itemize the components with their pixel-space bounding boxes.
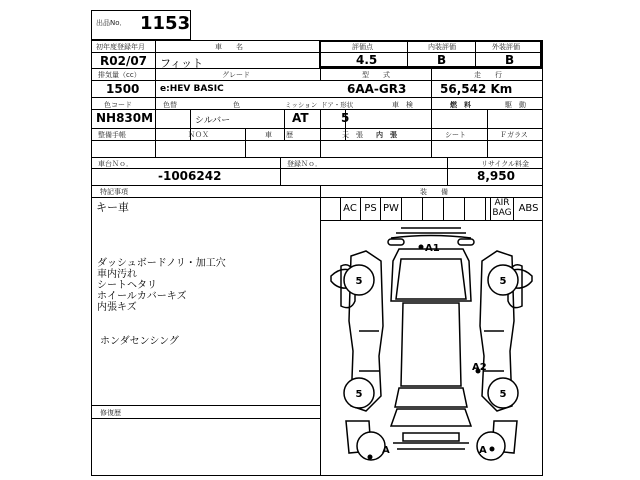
v-line <box>155 128 156 157</box>
displacement-label: 排気量（cc） <box>98 71 141 79</box>
recycle-fee-value: 8,950 <box>477 169 515 183</box>
rear-bumper-outline <box>391 409 471 426</box>
h-line <box>91 80 543 81</box>
chassis-number-label: 車台Ｎｏ． <box>98 160 133 168</box>
damage-dot <box>419 245 424 250</box>
car-name-value: フィット <box>160 57 204 70</box>
mark-right-rear: A2 <box>472 362 487 373</box>
equipment-grid <box>320 197 543 220</box>
rear-window-outline <box>395 388 467 407</box>
model-code-value: 6AA-GR3 <box>347 82 407 96</box>
note-line: シートヘタリ <box>97 280 157 291</box>
equipment-pw: PW <box>381 197 402 220</box>
h-line <box>91 140 543 141</box>
equipment-header: 装 備 <box>420 188 448 196</box>
color-label: 色 <box>233 101 240 109</box>
hood-outline <box>391 249 471 301</box>
color-change-label: 色替 <box>163 101 177 109</box>
right-door-line <box>484 331 504 371</box>
note-line: 車内汚れ <box>97 269 137 280</box>
recycle-fee-label: リサイクル料金 <box>481 160 530 168</box>
car-damage-diagram <box>321 221 542 475</box>
wheel-rr-grade: 5 <box>499 389 507 400</box>
score-value: 4.5 <box>356 53 378 67</box>
nox-label: ＮＯＸ <box>188 131 209 139</box>
roof-outline <box>401 303 461 386</box>
h-line <box>91 405 320 406</box>
doors-value: 5 <box>341 111 350 125</box>
left-door-line <box>359 331 379 371</box>
chassis-number-value: -1006242 <box>158 169 222 183</box>
windshield-outline <box>396 259 466 299</box>
v-line <box>280 157 281 185</box>
displacement-value: 1500 <box>106 82 140 96</box>
rear-plate <box>403 433 459 441</box>
interior-panel-label: 内 張 <box>376 131 397 139</box>
mark-bottom-left: A <box>382 445 390 456</box>
notes-header: 特記事項 <box>100 188 128 196</box>
v-line <box>447 157 448 185</box>
grade-label: グレード <box>222 71 250 79</box>
wheel-fl-grade: 5 <box>355 276 363 287</box>
maintenance-record-label: 整備手帳 <box>98 131 126 139</box>
equipment-cell <box>402 197 423 220</box>
v-line <box>431 128 432 157</box>
model-code-label: 型 式 <box>362 71 390 79</box>
note-line: ホイールカバーキズ <box>97 291 187 302</box>
front-grille-left <box>388 239 404 245</box>
seat-label: シート <box>445 131 466 139</box>
reg-date-value: R02/07 <box>100 54 148 68</box>
v-line <box>245 128 246 157</box>
rear-lower-outline <box>393 443 469 449</box>
h-line <box>91 157 543 158</box>
v-line <box>487 128 488 157</box>
color-code-label: 色コード <box>104 101 132 109</box>
h-line <box>91 185 543 186</box>
wheel-fr-grade: 5 <box>499 276 507 287</box>
h-line <box>91 418 320 419</box>
inspection-label: 車 検 <box>392 101 413 109</box>
h-line <box>91 68 543 69</box>
damage-dot <box>368 455 373 460</box>
interior-grade-value: B <box>437 53 447 67</box>
equipment-airbag: AIR BAG <box>491 198 514 220</box>
lot-number-label: 出品No． <box>96 19 127 27</box>
transmission-label: ミッション <box>285 101 318 109</box>
windshield-label: Ｆガラス <box>500 131 528 139</box>
wheel-rl-grade: 5 <box>355 389 363 400</box>
drive-label: 駆 動 <box>505 101 526 109</box>
plate-number-label: 登録Ｎｏ． <box>287 160 322 168</box>
grade-value: e:HEV BASIC <box>160 84 224 94</box>
equipment-ps: PS <box>361 197 381 220</box>
h-line <box>91 128 543 129</box>
lot-number-value: 1153 <box>140 13 191 34</box>
front-grille-right <box>458 239 474 245</box>
car-name-label: 車 名 <box>215 43 243 51</box>
doors-label: ドア・形状 <box>321 101 354 109</box>
equipment-ac: AC <box>340 197 361 220</box>
roof-lining-label: 天 張 <box>342 131 363 139</box>
mark-bottom-right: A <box>479 445 487 456</box>
interior-grade-label: 内装評価 <box>428 43 456 51</box>
mileage-value: 56,542 Km <box>440 82 513 96</box>
h-line <box>91 109 543 110</box>
v-line <box>431 68 432 109</box>
equipment-abs: ABS <box>518 203 539 214</box>
score-label: 評価点 <box>352 43 373 51</box>
equipment-cell <box>465 197 486 220</box>
front-bumper-outline <box>391 228 471 238</box>
equipment-cell <box>320 197 341 220</box>
reg-date-label: 初年度登録年月 <box>96 43 145 51</box>
transmission-value: AT <box>292 111 309 125</box>
v-line <box>155 80 156 109</box>
h-line <box>91 97 543 98</box>
repair-history-label: 修復歴 <box>100 409 121 417</box>
equipment-cell <box>423 197 444 220</box>
mileage-label: 走 行 <box>474 71 502 79</box>
v-line <box>155 40 156 80</box>
note-line: 内張キズ <box>97 302 137 313</box>
note-line: ダッシュボードノリ・加工穴 <box>97 258 226 269</box>
damage-dot <box>490 447 495 452</box>
color-value: シルバー <box>195 116 231 126</box>
note-line: ホンダセンシング <box>100 336 179 347</box>
exterior-grade-label: 外装評価 <box>492 43 520 51</box>
v-line <box>320 128 321 157</box>
mark-top: A1 <box>425 243 440 254</box>
equipment-cell <box>444 197 465 220</box>
exterior-grade-value: B <box>505 53 515 67</box>
vehicle-history-label: 車 歴 <box>265 131 293 139</box>
fuel-label: 燃 料 <box>450 101 471 109</box>
note-line: キー車 <box>96 201 129 214</box>
color-code-value: NH830M <box>96 111 154 125</box>
